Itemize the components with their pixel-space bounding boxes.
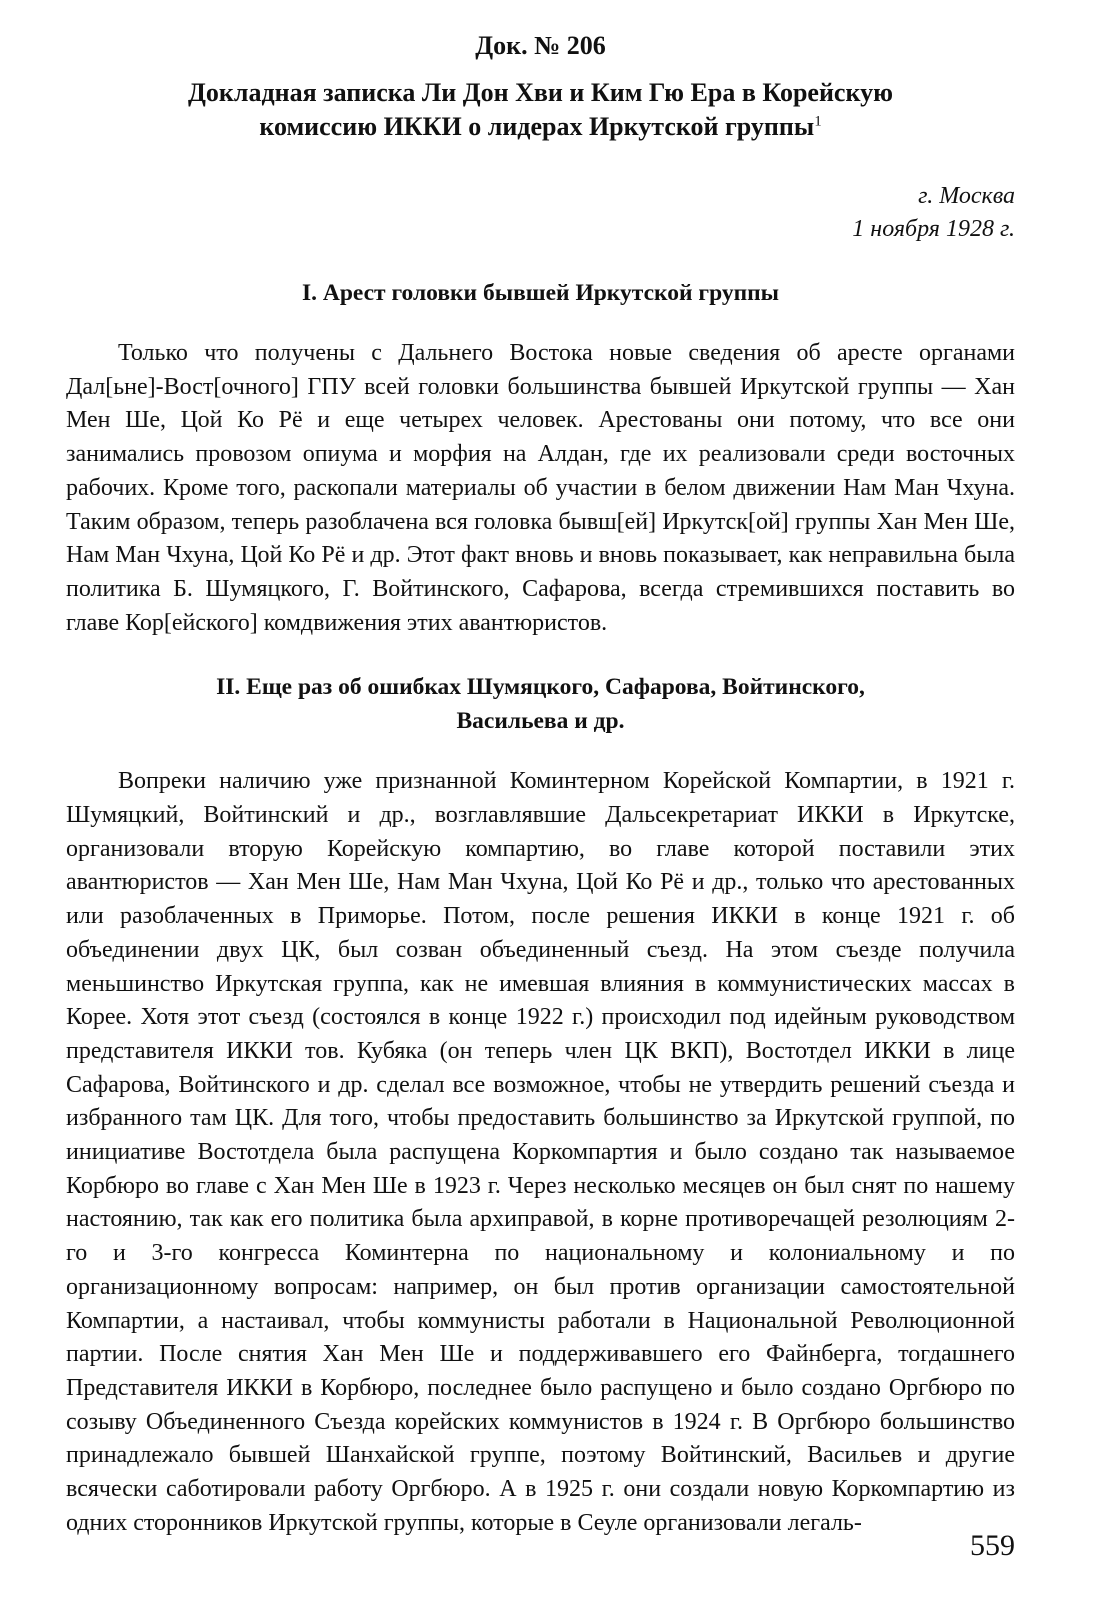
section-heading [66, 670, 1015, 738]
section-heading [66, 276, 1015, 310]
document-place: г. Москва [918, 183, 1015, 209]
section-heading-line-1: II. Еще раз об ошибках Шумяцкого, Сафарова, Войтинского, [216, 674, 865, 701]
document-title [66, 76, 1015, 144]
section-heading-line-2: Васильева и др. [456, 708, 625, 735]
title-line-2: комиссию ИККИ о лидерах Иркутской группы [259, 112, 815, 141]
document-date: 1 ноября 1928 г. [852, 216, 1015, 242]
page-number: 559 [970, 1529, 1015, 1562]
section-paragraph: Только что получены с Дальнего Востока новые сведения об аресте органами Дал[ьне]-Вост[очного] ГПУ всей головки большинства бывшей Иркутской группы — Хан Мен Ше, Цой Ко Рё и еще четырех человек. Арестованы они потому, что все они занимались провозом опиума и морфия на Алдан, где их реализовали среди восточных рабочих. Кроме того, раскопали материалы об участии в белом движении Нам Ман Чхуна. Таким образом, теперь разоблачена вся головка бывш[ей] Иркутск[ой] группы Хан Мен Ше, Нам Ман Чхуна, Цой Ко Рё и др. Этот факт вновь и вновь показывает, как неправильна была политика Б. Шумяцкого, Г. Войтинского, Сафарова, всегда стремившихся поставить во главе Кор[ейского] комдвижения этих авантюристов. [66, 340, 1015, 636]
section-heading-line-1: I. Арест головки бывшей Иркутской группы [301, 280, 780, 306]
document-number: Док. № 206 [475, 31, 606, 60]
section-2 [66, 670, 1015, 1540]
title-line-1: Докладная записка Ли Дон Хви и Ким Гю Ера в Корейскую [188, 78, 893, 107]
section-1 [66, 276, 1015, 640]
document-meta [66, 180, 1015, 246]
section-paragraph: Вопреки наличию уже признанной Коминтерном Корейской Компартии, в 1921 г. Шумяцкий, Войтинский и др., возглавлявшие Дальсекретариат ИККИ в Иркутске, организовали вторую Корейскую компартию, во главе которой поставили этих авантюристов — Хан Мен Ше, Нам Ман Чхуна, Цой Ко Рё и др., только что арестованных или разоблаченных в Приморье. Потом, после решения ИККИ в конце 1921 г. об объединении двух ЦК, был созван объединенный съезд. На этом съезде получила меньшинство Иркутская группа, как не имевшая влияния в коммунистических массах в Корее. Хотя этот съезд (состоялся в конце 1922 г.) происходил под идейным руководством представителя ИККИ тов. Кубяка (он теперь член ЦК ВКП), Востотдел ИККИ в лице Сафарова, Войтинского и др. сделал все возможное, чтобы не утвердить решений съезда и избранного там ЦК. Для того, чтобы предоставить большинство за Иркутской группой, по инициативе Востотдела была распущена Коркомпартия и было создано так называемое Корбюро во главе с Хан Мен Ше в 1923 г. Через несколько месяцев он был снят по нашему настоянию, так как его политика была архиправой, в корне противоречащей резолюциям 2-го и 3-го конгресса Коминтерна по национальному и колониальному и по организационному вопросам: например, он был против организации самостоятельной Компартии, а настаивал, чтобы коммунисты работали в Национальной Революционной партии. После снятия Хан Мен Ше и поддерживавшего его Файнберга, тогдашнего Представителя ИККИ в Корбюро, последнее было распущено и было создано Оргбюро по созыву Объединенного Съезда корейских коммунистов в 1924 г. В Оргбюро большинство принадлежало бывшей Шанхайской группе, поэтому Войтинский, Васильев и другие всячески саботировали работу Оргбюро. А в 1925 г. они создали новую Коркомпартию из одних сторонников Иркутской группы, которые в Сеуле организовали легаль- [66, 768, 1015, 1536]
footnote-mark[interactable]: 1 [814, 113, 822, 130]
